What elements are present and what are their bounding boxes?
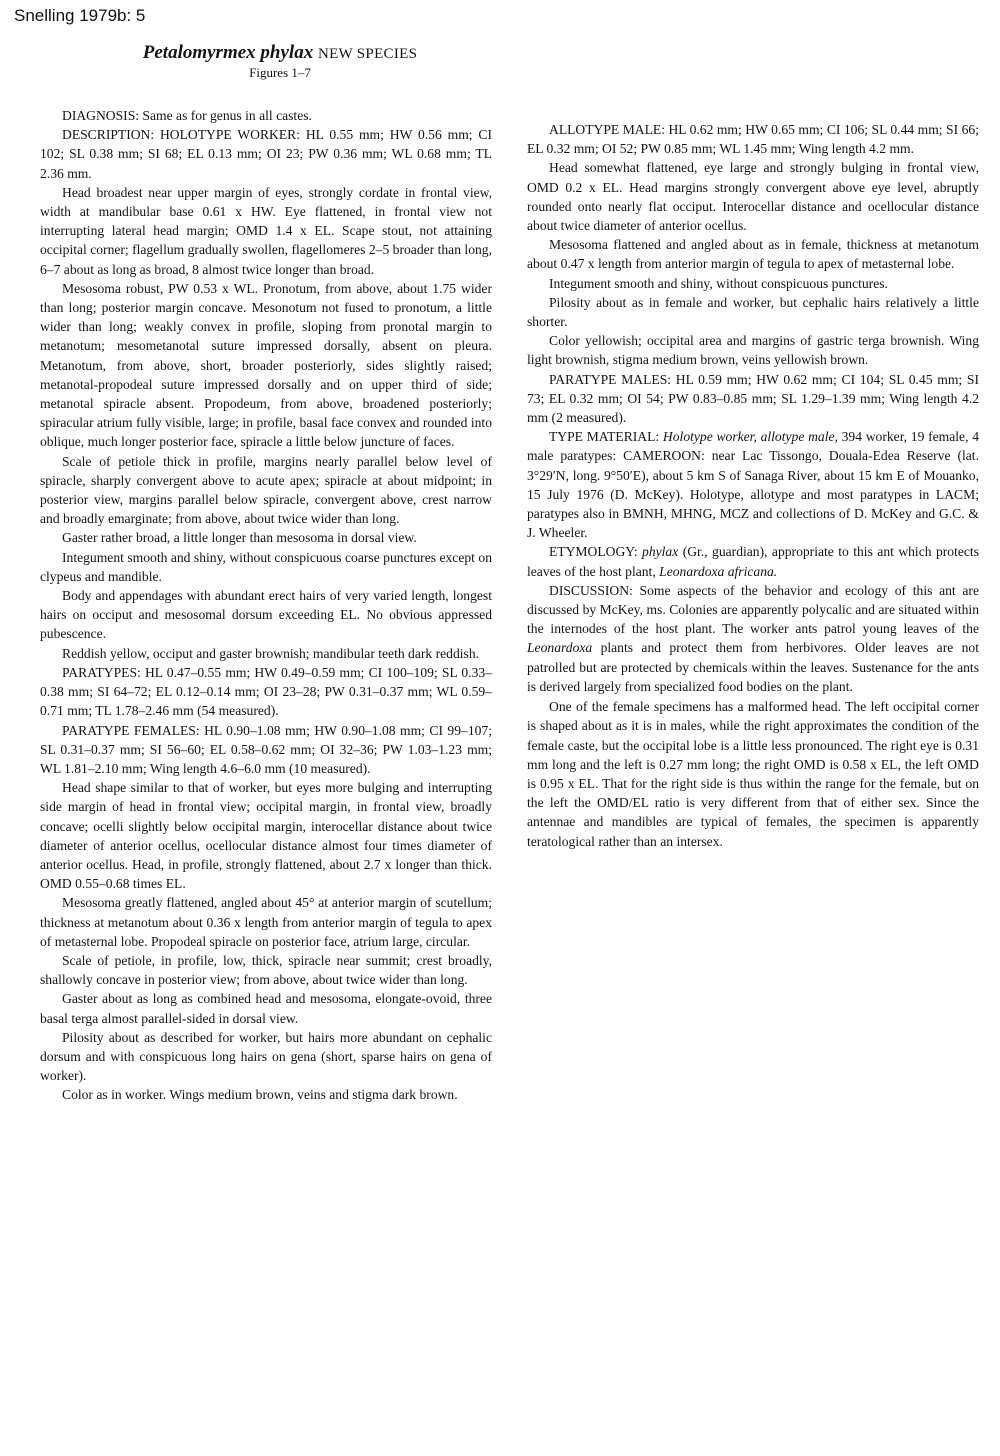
paragraph: Pilosity about as in female and worker, but cephalic hairs relatively a little shorter. (527, 294, 979, 330)
paragraph: Head shape similar to that of worker, but eyes more bulging and interrupting side margin of head in frontal view; occipital margin, in frontal view, broadly concave; ocelli slightly below occipital margin, interocellar distance about twice diameter of anterior ocellus, ocellocular distance almost four times diameter of anterior ocellus. Head, in profile, strongly flattened, about 2.7 x longer than thick. OMD 0.55–0.68 times EL. (40, 780, 492, 892)
paragraph: PARATYPE FEMALES: HL 0.90–1.08 mm; HW 0.90–1.08 mm; CI 99–107; SL 0.31–0.37 mm; SI 56–60; EL 0.58–0.62 mm; OI 32–36; PW 1.03–1.23 mm; WL 1.81–2.10 mm; Wing length 4.6–6.0 mm (10 measured). (40, 722, 492, 776)
italic-run: Holotype worker, allotype male, (662, 429, 838, 445)
paragraph: One of the female specimens has a malformed head. The left occipital corner is shaped about as it is in males, while the right approximates the condition of the female caste, but the occipital lobe is a little less pronounced. The right eye is 0.31 mm long and the left is 0.27 mm long; the right OMD is 0.58 x EL, the left OMD is 0.95 x EL. That for the right side is thus within the range for the female, but on the left the OMD/EL ratio is very different from that of either sex. Since the antennae and mandibles are typical of females, the specimen is apparently teratological rather than an intersex. (527, 699, 979, 849)
paragraph: PARATYPES: HL 0.47–0.55 mm; HW 0.49–0.59 mm; CI 100–109; SL 0.33–0.38 mm; SI 64–72; EL 0.12–0.14 mm; OI 23–28; PW 0.31–0.37 mm; WL 0.59–0.71 mm; TL 1.78–2.46 mm (54 measured). (40, 664, 492, 719)
paragraph: Gaster rather broad, a little longer than mesosoma in dorsal view. (62, 530, 417, 546)
paragraph: Mesosoma greatly flattened, angled about 45° at anterior margin of scutellum; thickness at metanotum about 0.36 x length from anterior margin of tegula to apex of metasternal lobe. Propodeal spiracle on posterior face, atrium large, circular. (40, 895, 492, 949)
paragraph: Head broadest near upper margin of eyes, strongly cordate in frontal view, width at mandibular base 0.61 x HW. Eye flattened, in frontal view not interrupting lateral head margin; OMD 1.4 x EL. Scape stout, not attaining occipital corner; flagellum gradually swollen, flagellomeres 2–5 broader than long, 6–7 about as long as broad, 8 almost twice longer than broad. (40, 184, 492, 277)
paragraph: DESCRIPTION: HOLOTYPE WORKER: HL 0.55 mm; HW 0.56 mm; CI 102; SL 0.38 mm; SI 68; EL 0.13 mm; OI 23; PW 0.36 mm; WL 0.68 mm; TL 2.36 mm. (40, 127, 492, 181)
species-title-block (0, 42, 560, 81)
species-title (0, 42, 560, 64)
italic-run: Leonardoxa africana. (659, 563, 778, 579)
paragraph: Scale of petiole thick in profile, margins nearly parallel below level of spiracle, sharply convergent above to acute apex; spiracle at about midpoint; in posterior view, margins parallel below spiracle, convergent above, crest narrow and broadly emarginate; from above, about twice wider than long. (40, 453, 492, 527)
discussion-paragraph (527, 581, 979, 696)
etymology-paragraph (527, 542, 979, 580)
species-status: NEW SPECIES (317, 46, 418, 62)
paragraph: Mesosoma robust, PW 0.53 x WL. Pronotum, from above, about 1.75 wider than long; posterior margin concave. Mesonotum not fused to pronotum, a little wider than long; weakly convex in profile, sloping from pronotal margin to metanotum; mesometanotal suture impressed dorsally, absent on pleura. Metanotum, from above, short, broader posteriorly, sides slightly raised; metanotal-propodeal suture impressed dorsally and on upper third of side; metanotal spiracle absent. Propodeum, from above, broadened posteriorly; spiracular atrium fully visible, large; in profile, basal face convex and rounded into oblique, much longer posterior face, spiracle a little below juncture of faces. (40, 280, 492, 450)
paragraph: Color yellowish; occipital area and margins of gastric terga brownish. Wing light brownish, stigma medium brown, veins yellowish brown. (527, 333, 979, 368)
paragraph: Head somewhat flattened, eye large and strongly bulging in frontal view, OMD 0.2 x EL. Head margins strongly convergent above eye level, abruptly rounded onto nearly flat occiput. Interocellar distance and ocellocular distance about twice diameter of anterior ocellus. (527, 160, 979, 234)
paragraph: ALLOTYPE MALE: HL 0.62 mm; HW 0.65 mm; CI 106; SL 0.44 mm; SI 66; EL 0.32 mm; OI 52; PW 0.85 mm; WL 1.45 mm; Wing length 4.2 mm. (527, 122, 979, 157)
paragraph: Reddish yellow, occiput and gaster brownish; mandibular teeth dark reddish. (62, 645, 480, 661)
paragraph: Integument smooth and shiny, without conspicuous punctures. (549, 275, 888, 291)
italic-run: phylax (642, 544, 679, 560)
left-column (40, 106, 492, 1105)
paragraph: Mesosoma flattened and angled about as in female, thickness at metanotum about 0.47 x length from anterior margin of tegula to apex of metasternal lobe. (527, 237, 979, 272)
paragraph: PARATYPE MALES: HL 0.59 mm; HW 0.62 mm; CI 104; SL 0.45 mm; SI 73; EL 0.32 mm; OI 54; PW 0.83–0.85 mm; SL 1.29–1.39 mm; Wing length 4.2 mm (2 measured). (527, 371, 979, 426)
paragraph: Integument smooth and shiny, without conspicuous coarse punctures except on clypeus and mandible. (40, 549, 492, 584)
paragraph: DIAGNOSIS: Same as for genus in all castes. (62, 108, 312, 123)
paragraph: Gaster about as long as combined head and mesosoma, elongate-ovoid, three basal terga almost parallel-sided in dorsal view. (40, 991, 492, 1026)
citation-header: Snelling 1979b: 5 (14, 6, 146, 25)
text-run: (Gr., guardian), appropriate to this ant which protects leaves of the host plant, (527, 544, 979, 579)
paragraph: Color as in worker. Wings medium brown, veins and stigma dark brown. (62, 1087, 458, 1103)
right-column (527, 120, 979, 851)
text-run: TYPE MATERIAL: (549, 429, 663, 445)
text-run: ETYMOLOGY: (549, 544, 643, 560)
type-material-paragraph (527, 427, 979, 542)
text-run: 394 worker, 19 female, 4 male paratypes: CAMEROON: near Lac Tissongo, Douala-Edea Reserve (lat. 3°29′N, long. 9°50′E), about 5 km S of Sanaga River, about 15 km E of Mouanko, 15 July 1976 (D. McKey). Holotype, allotype and most paratypes in LACM; paratypes also in BMNH, MHNG, MCZ and collections of D. McKey and G.C. & J. Wheeler. (527, 429, 979, 541)
paragraph: Pilosity about as described for worker, but hairs more abundant on cephalic dorsum and with conspicuous long hairs on gena (short, sparse hairs on gena of worker). (40, 1029, 492, 1084)
species-name: Petalomyrmex phylax (142, 42, 314, 63)
figures-reference: Figures 1–7 (249, 65, 311, 80)
italic-run: Leonardoxa (527, 640, 593, 656)
text-run: DISCUSSION: Some aspects of the behavior and ecology of this ant are discussed by McKey, ms. Colonies are apparently polycalic and are situated within the internodes of the host plant. The worker ants patrol young leaves of the (527, 582, 979, 637)
paragraph: Scale of petiole, in profile, low, thick, spiracle near summit; crest broadly, shallowly concave in posterior view; from above, about twice wider than long. (40, 952, 492, 988)
paragraph: Body and appendages with abundant erect hairs of very varied length, longest hairs on occiput and mesosomal dorsum exceeding EL. No obvious appressed pubescence. (40, 588, 492, 642)
text-run: plants and protect them from herbivores. Older leaves are not patrolled but are protected by chemicals within the leaves. Sustenance for the ants is derived largely from specialized food bodies on the plant. (527, 640, 979, 694)
